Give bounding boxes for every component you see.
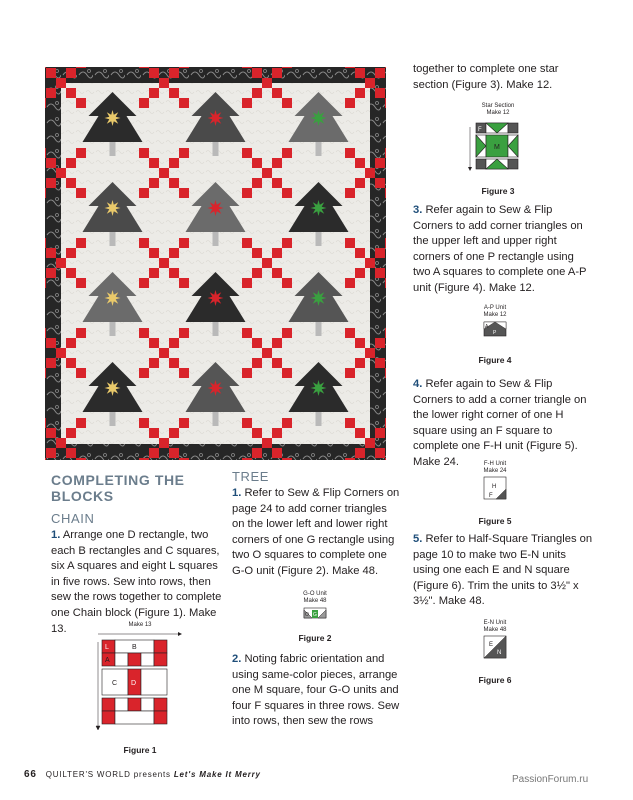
star-section-continuation (413, 62, 593, 93)
chain-square (272, 448, 282, 458)
chain-square (345, 238, 355, 248)
fig5-label-h: H (492, 484, 497, 490)
fig2-label-g: G (313, 612, 317, 618)
fig3-label-m: M (494, 144, 500, 151)
chain-square (355, 248, 365, 258)
chain-square (242, 458, 252, 460)
chain-square (179, 98, 189, 108)
step-text: Refer again to Sew & Flip Corners to add corner triangles on the upper left and upper right corners of one P rectangle using two A squares to complete one A-P unit (Figure 4). Make 12. (413, 204, 587, 294)
tree-star (105, 200, 121, 216)
chain-square (66, 88, 76, 98)
chain-square (282, 458, 292, 460)
chain-square (242, 238, 252, 248)
chain-square (56, 438, 66, 448)
figure-6-diagram (470, 634, 520, 664)
chain-square (282, 418, 292, 428)
chain-square (242, 328, 252, 338)
heading-chain: CHAIN (51, 511, 95, 526)
chain-square (345, 148, 355, 158)
chain-square (169, 428, 179, 438)
chain-square (385, 188, 386, 198)
figure-5-caption: Figure 5 (478, 516, 512, 526)
chain-square (252, 448, 262, 458)
figure-3-diagram (458, 117, 538, 177)
tree-trunk (110, 142, 116, 156)
chain-square (139, 458, 149, 460)
figure-5-make: Make 24 (483, 468, 507, 474)
step-number: 1. (51, 529, 61, 541)
chain-square (375, 358, 385, 368)
chain-square (56, 168, 66, 178)
chain-square (45, 188, 46, 198)
chain-square (282, 238, 292, 248)
figure-5-title: F-H Unit (483, 461, 507, 467)
tree-star (311, 200, 327, 216)
heading-tree: TREE (232, 469, 270, 484)
chain-square (76, 328, 86, 338)
chain-square (76, 188, 86, 198)
tree-trunk (213, 142, 219, 156)
figure-4 (470, 305, 520, 346)
tree-star (311, 290, 327, 306)
fig1-label-a: A (105, 657, 110, 664)
tree-trunk (316, 412, 322, 426)
completing-blocks-heading (51, 472, 221, 504)
chain-square (345, 458, 355, 460)
figure-5-diagram (470, 475, 520, 505)
chain-square (149, 178, 159, 188)
publisher-line: QUILTER'S WORLD presents (45, 770, 171, 779)
chain-square (179, 278, 189, 288)
chain-square (159, 78, 169, 88)
chain-square (385, 368, 386, 378)
chain-square (169, 158, 179, 168)
chain-square (139, 98, 149, 108)
quilt-photo (45, 67, 386, 460)
figure-2-diagram (290, 605, 340, 621)
chain-square (272, 68, 282, 78)
figure-6-caption: Figure 6 (478, 675, 512, 685)
tree-star (105, 290, 121, 306)
chain-square (66, 248, 76, 258)
chain-square (159, 348, 169, 358)
chain-square (139, 67, 149, 68)
chain-square (385, 238, 386, 248)
figure-4-title: A-P Unit (483, 305, 507, 311)
chain-square (66, 428, 76, 438)
chain-heading-wrap (51, 511, 94, 526)
step-text: Refer to Sew & Flip Corners on page 24 to add corner triangles on the lower left and lower right corners of one G rectangle using two O squares to complete one G-O unit (Figure 2). Make 48. (232, 487, 400, 577)
chain-square (365, 168, 375, 178)
figure-1-diagram (90, 630, 190, 742)
tree-star (311, 110, 327, 126)
chain-square (149, 268, 159, 278)
chain-square (46, 448, 56, 458)
chain-square (159, 168, 169, 178)
chain-square (242, 278, 252, 288)
chain-square (45, 418, 46, 428)
chain-square (282, 328, 292, 338)
chain-square (252, 158, 262, 168)
tree-star (208, 290, 224, 306)
chain-square (76, 418, 86, 428)
chain-square (262, 168, 272, 178)
figure-4-make: Make 12 (483, 312, 507, 318)
chain-square (272, 248, 282, 258)
chain-square (149, 158, 159, 168)
tree-step-2 (232, 652, 400, 730)
chain-square (355, 358, 365, 368)
chain-square (242, 67, 252, 68)
chain-square (365, 438, 375, 448)
chain-square (375, 158, 385, 168)
chain-square (169, 358, 179, 368)
chain-square (56, 348, 66, 358)
chain-square (139, 148, 149, 158)
tree-trunk (110, 232, 116, 246)
chain-square (45, 238, 46, 248)
chain-square (169, 248, 179, 258)
chain-square (76, 98, 86, 108)
chain-square (355, 268, 365, 278)
fig5-label-f: F (489, 493, 493, 499)
figure-4-caption: Figure 4 (478, 355, 512, 365)
chain-square (282, 188, 292, 198)
chain-square (272, 268, 282, 278)
chain-square (169, 268, 179, 278)
figure-2-caption: Figure 2 (298, 633, 332, 643)
chain-square (46, 68, 56, 78)
fig6-label-e: E (489, 642, 494, 648)
chain-square (66, 338, 76, 348)
chain-square (179, 368, 189, 378)
step-number: 4. (413, 378, 423, 390)
chain-square (66, 178, 76, 188)
page-footer (24, 769, 261, 780)
step-number: 1. (232, 487, 242, 499)
tree-heading-wrap (232, 469, 269, 484)
chain-square (159, 258, 169, 268)
step-5 (413, 532, 593, 610)
step-3 (413, 203, 593, 297)
chain-square (45, 368, 46, 378)
chain-square (46, 428, 56, 438)
chain-square (169, 178, 179, 188)
chain-square (272, 358, 282, 368)
step-number: 3. (413, 204, 423, 216)
chain-square (76, 458, 86, 460)
chain-square (66, 68, 76, 78)
chain-square (355, 428, 365, 438)
chain-square (45, 278, 46, 288)
fig3-label-f: F (478, 127, 482, 133)
chain-square (179, 188, 189, 198)
figure-4-diagram (470, 319, 520, 341)
chain-square (46, 88, 56, 98)
chain-square (282, 368, 292, 378)
chain-square (139, 238, 149, 248)
chain-square (385, 458, 386, 460)
chain-square (272, 428, 282, 438)
chain-square (252, 88, 262, 98)
watermark: PassionForum.ru (512, 774, 589, 785)
figure-6-make: Make 48 (483, 627, 507, 633)
tree-trunk (110, 412, 116, 426)
tree-star (208, 380, 224, 396)
chain-square (355, 158, 365, 168)
chain-square (45, 458, 46, 460)
figure-1-make: Make 13 (128, 622, 152, 628)
fig1-label-l: L (105, 644, 109, 651)
chain-square (272, 88, 282, 98)
chain-square (282, 278, 292, 288)
chain-square (179, 458, 189, 460)
figure-2 (290, 591, 340, 626)
chain-square (355, 178, 365, 188)
figure-6 (470, 620, 520, 669)
chain-square (242, 188, 252, 198)
figure-1-caption: Figure 1 (123, 745, 157, 755)
figure-3-make: Make 12 (486, 110, 510, 116)
chain-square (46, 248, 56, 258)
chain-square (252, 268, 262, 278)
figure-2-make: Make 48 (303, 598, 327, 604)
chain-square (242, 148, 252, 158)
chain-square (375, 338, 385, 348)
chain-square (375, 88, 385, 98)
tree-star (105, 110, 121, 126)
chain-square (252, 338, 262, 348)
chain-square (242, 368, 252, 378)
chain-square (76, 368, 86, 378)
figure-3-caption: Figure 3 (481, 186, 515, 196)
chain-step-1 (51, 528, 223, 637)
chain-square (385, 418, 386, 428)
chain-square (375, 248, 385, 258)
fig1-label-c: C (112, 680, 118, 687)
chain-square (242, 418, 252, 428)
step-number: 5. (413, 533, 423, 545)
chain-square (45, 148, 46, 158)
chain-square (375, 448, 385, 458)
chain-square (385, 67, 386, 68)
chain-square (375, 68, 385, 78)
step-text: Refer to Half-Square Triangles on page 10 to make two E-N units using one each E and N square (Figure 6). Trim the units to 3½" x 3½". Make 48. (413, 533, 593, 608)
tree-trunk (316, 232, 322, 246)
fig2-label-o: O (305, 612, 309, 618)
chain-square (262, 258, 272, 268)
chain-square (76, 67, 86, 68)
chain-square (345, 278, 355, 288)
chain-square (345, 418, 355, 428)
chain-square (169, 448, 179, 458)
chain-square (76, 238, 86, 248)
chain-square (355, 448, 365, 458)
chain-square (282, 98, 292, 108)
step-text: Refer again to Sew & Flip Corners to add a corner triangle on the lower right corner of one H square using an F square to complete one F-H unit (Figure 5). Make 24. (413, 378, 587, 468)
chain-square (375, 428, 385, 438)
chain-square (139, 188, 149, 198)
chain-square (66, 358, 76, 368)
chain-square (345, 98, 355, 108)
chain-square (76, 278, 86, 288)
heading-completing-the-blocks: COMPLETING THE BLOCKS (51, 472, 185, 504)
continuation-text: together to complete one star section (Figure 3). Make 12. (413, 63, 559, 91)
chain-square (46, 338, 56, 348)
chain-square (56, 258, 66, 268)
chain-square (169, 88, 179, 98)
chain-square (272, 338, 282, 348)
chain-square (355, 88, 365, 98)
chain-square (179, 67, 189, 68)
chain-square (252, 428, 262, 438)
tree-star (208, 200, 224, 216)
chain-square (149, 338, 159, 348)
chain-square (169, 68, 179, 78)
tree-star (105, 380, 121, 396)
chain-square (139, 368, 149, 378)
figure-3-title: Star Section (481, 103, 515, 109)
chain-square (46, 268, 56, 278)
chain-square (375, 268, 385, 278)
chain-square (149, 448, 159, 458)
chain-square (272, 158, 282, 168)
chain-square (159, 438, 169, 448)
page-number: 66 (24, 769, 37, 780)
figure-2-title: G-O Unit (303, 591, 327, 597)
figure-6-title: E-N Unit (483, 620, 507, 626)
chain-square (375, 178, 385, 188)
fig4-label-p: P (493, 330, 497, 336)
tree-star (311, 380, 327, 396)
chain-square (252, 248, 262, 258)
chain-square (365, 258, 375, 268)
tree-step-1 (232, 486, 400, 580)
tree-trunk (316, 142, 322, 156)
step-text: Noting fabric orientation and using same-color pieces, arrange one M square, four G-O units and four F squares in three rows. Sew into rows, then sew the rows (232, 653, 400, 728)
chain-square (252, 68, 262, 78)
chain-square (252, 358, 262, 368)
chain-square (139, 278, 149, 288)
chain-square (179, 238, 189, 248)
chain-square (149, 68, 159, 78)
tree-trunk (213, 412, 219, 426)
chain-square (282, 148, 292, 158)
chain-square (46, 178, 56, 188)
step-4 (413, 377, 593, 471)
chain-square (56, 78, 66, 88)
chain-square (149, 358, 159, 368)
chain-square (179, 148, 189, 158)
tree-trunk (110, 322, 116, 336)
chain-square (385, 278, 386, 288)
chain-square (169, 338, 179, 348)
book-title: Let's Make It Merry (173, 770, 261, 779)
figure-5 (470, 461, 520, 510)
chain-square (345, 188, 355, 198)
chain-square (252, 178, 262, 188)
tree-trunk (316, 322, 322, 336)
chain-square (179, 418, 189, 428)
chain-square (385, 98, 386, 108)
chain-square (385, 148, 386, 158)
chain-square (345, 67, 355, 68)
chain-square (262, 348, 272, 358)
chain-square (242, 98, 252, 108)
chain-square (282, 67, 292, 68)
chain-square (76, 148, 86, 158)
fig4-label-a: A (485, 324, 489, 330)
tree-trunk (213, 322, 219, 336)
chain-square (149, 88, 159, 98)
chain-square (179, 328, 189, 338)
chain-square (262, 438, 272, 448)
step-number: 2. (232, 653, 242, 665)
chain-square (46, 158, 56, 168)
quilt-illustration (45, 67, 386, 460)
fig6-label-n: N (497, 650, 502, 656)
chain-square (355, 338, 365, 348)
chain-square (365, 348, 375, 358)
chain-square (149, 248, 159, 258)
fig1-label-b: B (132, 644, 137, 651)
figure-1 (90, 622, 190, 740)
tree-star (208, 110, 224, 126)
chain-square (365, 78, 375, 88)
figure-3 (458, 103, 538, 182)
chain-square (45, 67, 46, 68)
chain-square (66, 448, 76, 458)
chain-square (345, 328, 355, 338)
tree-trunk (213, 232, 219, 246)
chain-square (345, 368, 355, 378)
chain-square (355, 68, 365, 78)
chain-square (45, 98, 46, 108)
chain-square (139, 418, 149, 428)
chain-square (139, 328, 149, 338)
step-text: Arrange one D rectangle, two each B rectangles and C squares, six A squares and eight L squares in five rows. Sew into rows, then sew the rows together to complete one Chain block (Figure 1). Make 13. (51, 529, 222, 635)
fig1-label-d: D (131, 680, 137, 687)
chain-square (66, 268, 76, 278)
chain-square (272, 178, 282, 188)
chain-square (46, 358, 56, 368)
chain-square (45, 328, 46, 338)
chain-square (385, 328, 386, 338)
chain-square (149, 428, 159, 438)
chain-square (66, 158, 76, 168)
chain-square (262, 78, 272, 88)
